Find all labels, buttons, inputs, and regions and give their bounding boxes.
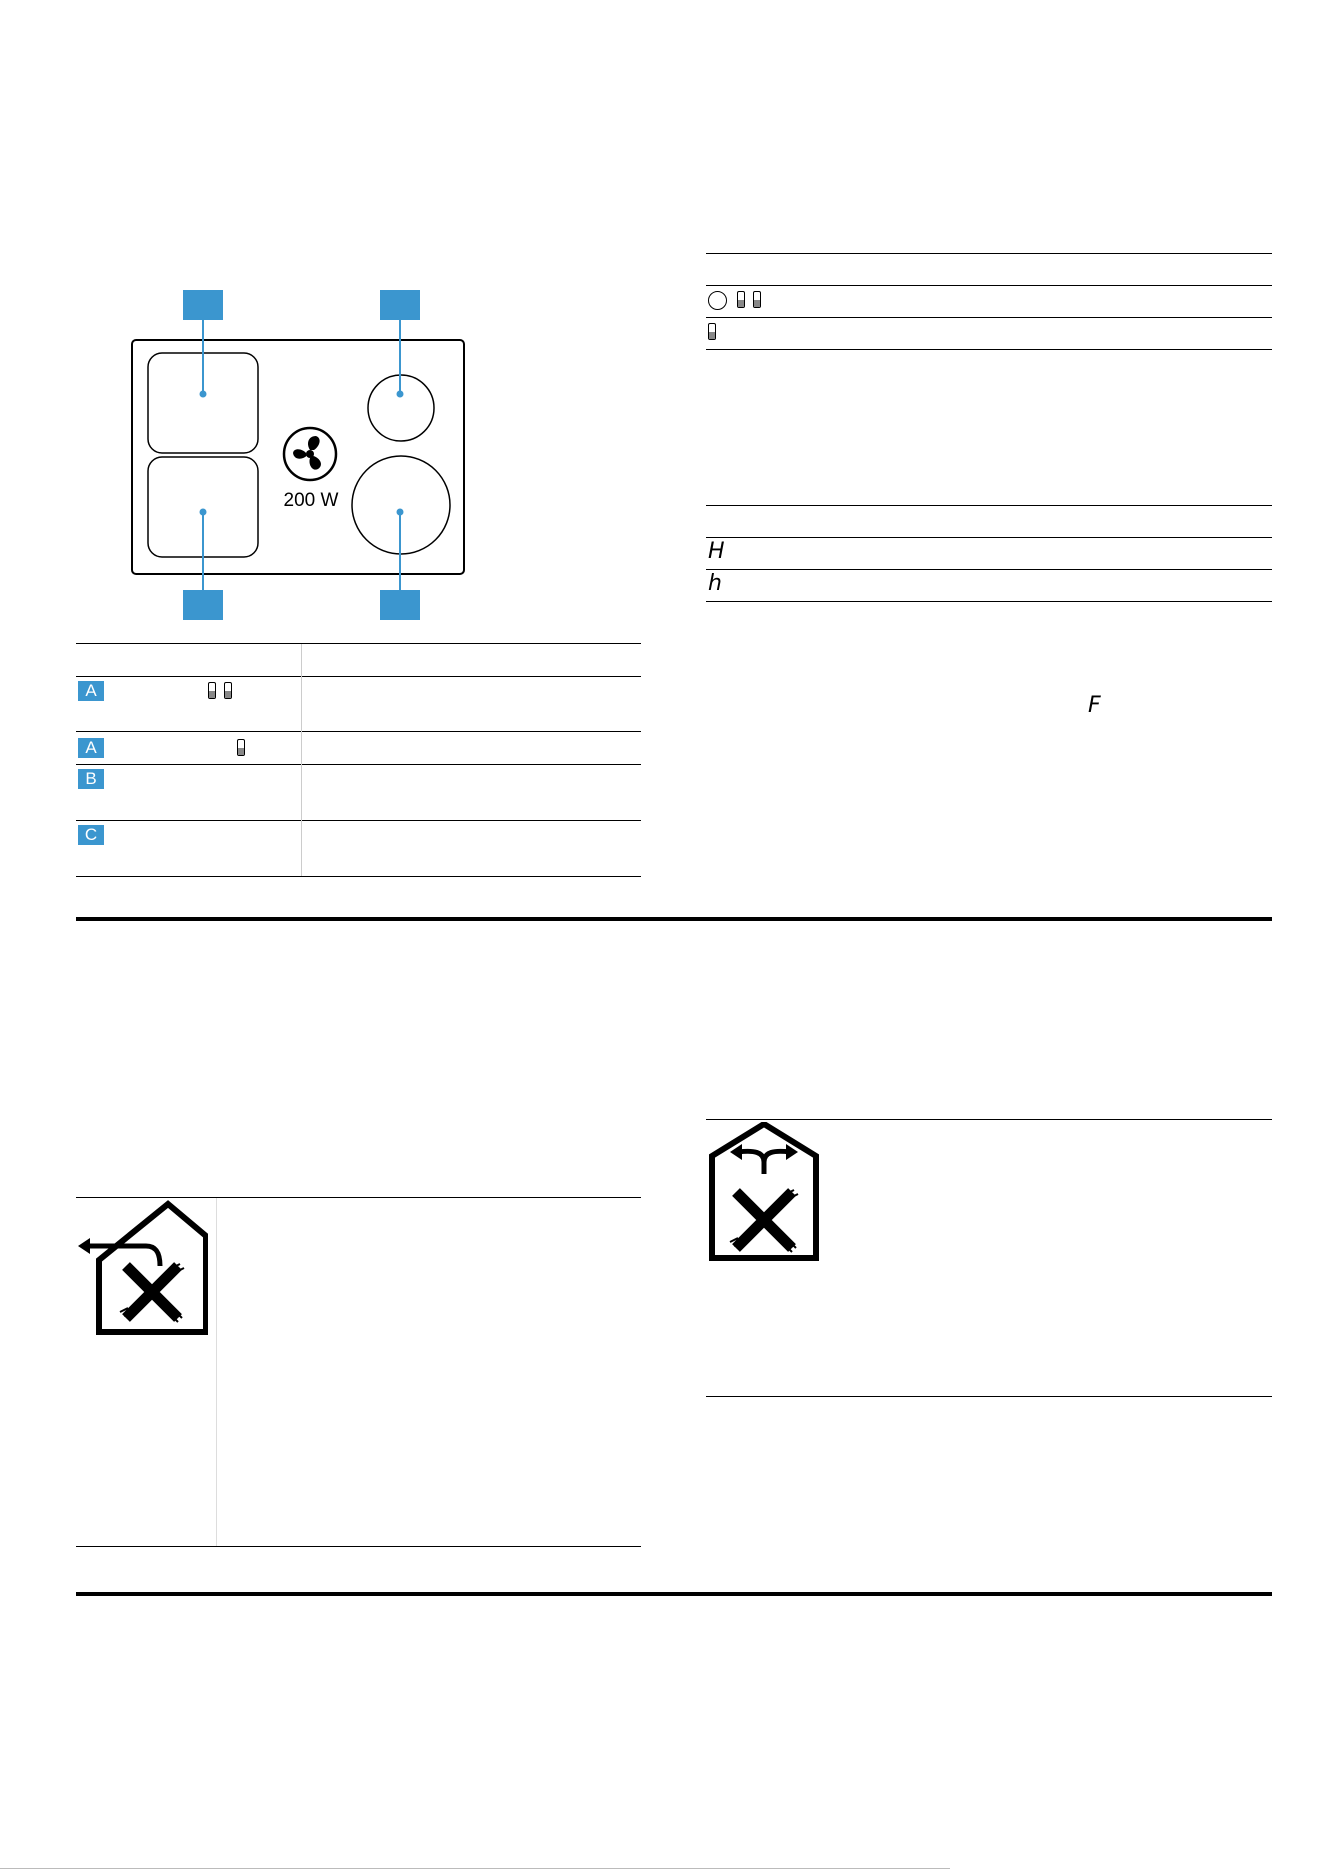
callout-top-left bbox=[183, 290, 223, 320]
table-rule bbox=[76, 643, 641, 644]
table-rule bbox=[76, 876, 641, 877]
table-rule bbox=[76, 1197, 641, 1198]
table-rule bbox=[706, 253, 1272, 254]
fan-power-label: 200 W bbox=[283, 490, 339, 511]
callout-bottom-left bbox=[183, 590, 223, 620]
table-rule bbox=[706, 349, 1272, 350]
zone-label-a: A bbox=[78, 738, 104, 758]
table-rule bbox=[706, 505, 1272, 506]
hob-diagram bbox=[128, 290, 468, 620]
zone-label-b: B bbox=[78, 769, 104, 789]
table-rule bbox=[76, 820, 641, 821]
table-rule bbox=[706, 601, 1272, 602]
toggle-icon bbox=[224, 682, 232, 699]
display-symbol-h-upper: H bbox=[708, 539, 725, 564]
table-rule bbox=[706, 285, 1272, 286]
house-arrows-cross-icon bbox=[706, 1122, 822, 1264]
table-rule bbox=[76, 731, 641, 732]
footer-rule bbox=[0, 1868, 950, 1869]
circle-icon bbox=[708, 291, 727, 310]
toggle-icon bbox=[208, 682, 216, 699]
table-rule bbox=[706, 569, 1272, 570]
display-symbol-h-lower: h bbox=[708, 571, 722, 596]
display-symbol-f: F bbox=[1088, 693, 1101, 718]
section-divider bbox=[76, 917, 1272, 921]
table-rule bbox=[76, 1546, 641, 1547]
house-return-cross-icon bbox=[76, 1200, 208, 1336]
table-rule bbox=[706, 317, 1272, 318]
column-divider bbox=[301, 644, 302, 876]
callout-top-right bbox=[380, 290, 420, 320]
zone-label-a: A bbox=[78, 681, 104, 701]
table-rule bbox=[76, 764, 641, 765]
toggle-icon bbox=[737, 291, 745, 308]
section-divider bbox=[76, 1592, 1272, 1596]
toggle-icon bbox=[753, 291, 761, 308]
toggle-icon bbox=[237, 739, 245, 756]
fan-icon bbox=[284, 428, 336, 480]
zone-label-c: C bbox=[78, 825, 104, 845]
callout-bottom-right bbox=[380, 590, 420, 620]
table-rule bbox=[706, 1396, 1272, 1397]
table-rule bbox=[76, 676, 641, 677]
column-divider bbox=[216, 1198, 217, 1546]
table-rule bbox=[706, 1119, 1272, 1120]
hob-diagram-drawing bbox=[128, 290, 468, 620]
toggle-icon bbox=[708, 323, 716, 340]
table-rule bbox=[706, 537, 1272, 538]
